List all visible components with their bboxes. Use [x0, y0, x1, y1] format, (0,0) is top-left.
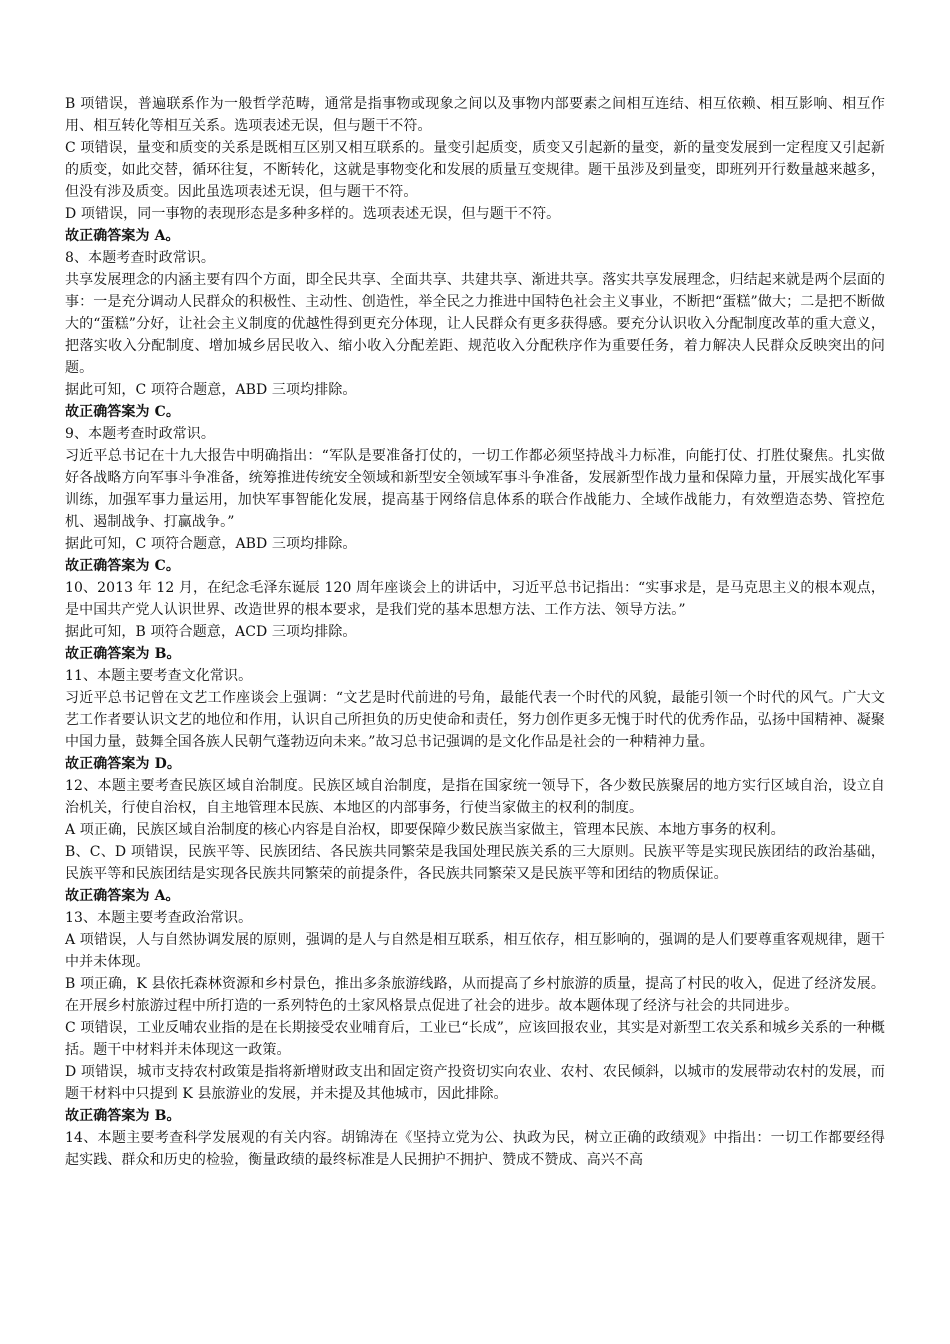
- answer-line: 故正确答案为 A。: [65, 228, 180, 244]
- explanation-paragraph: B、C、D 项错误，民族平等、民族团结、各民族共同繁荣是我国处理民族关系的三大原则。民族平等是实现民族团结的政治基础，民族平等和民族团结是实现各民族共同繁荣的前提条件，各民族共同繁荣又是民族平等和团结的物质保证。: [65, 844, 885, 882]
- explanation-paragraph: D 项错误，同一事物的表现形态是多种多样的。选项表述无误，但与题干不符。: [65, 206, 561, 222]
- explanation-paragraph: B 项错误，普遍联系作为一般哲学范畴，通常是指事物或现象之间以及事物内部要素之间相互连结、相互依赖、相互影响、相互作用、相互转化等相互关系。选项表述无误，但与题干不符。: [65, 96, 885, 134]
- explanation-paragraph: 据此可知，C 项符合题意，ABD 三项均排除。: [65, 382, 357, 398]
- answer-line: 故正确答案为 B。: [65, 1108, 181, 1124]
- question-heading: 10、2013 年 12 月，在纪念毛泽东诞辰 120 周年座谈会上的讲话中，习近平总书记指出：“实事求是，是马克思主义的根本观点，是中国共产党人认识世界、改造世界的根本要求，是我们党的基本思想方法、工作方法、领导方法。”: [65, 580, 885, 618]
- explanation-paragraph: 习近平总书记在十九大报告中明确指出：“军队是要准备打仗的，一切工作都必须坚持战斗力标准，向能打仗、打胜仗聚焦。扎实做好各战略方向军事斗争准备，统筹推进传统安全领域和新型安全领域军事斗争准备，发展新型作战力量和保障力量，开展实战化军事训练，加强军事力量运用，加快军事智能化发展，提高基于网络信息体系的联合作战能力、全域作战能力，有效塑造态势、管控危机、遏制战争、打赢战争。”: [65, 448, 885, 530]
- answer-line: 故正确答案为 C。: [65, 558, 180, 574]
- explanation-paragraph: 共享发展理念的内涵主要有四个方面，即全民共享、全面共享、共建共享、渐进共享。落实共享发展理念，归结起来就是两个层面的事：一是充分调动人民群众的积极性、主动性、创造性，举全民之力推进中国特色社会主义事业，不断把“蛋糕”做大；二是把不断做大的“蛋糕”分好，让社会主义制度的优越性得到更充分体现，让人民群众有更多获得感。要充分认识收入分配制度改革的重大意义，把落实收入分配制度、增加城乡居民收入、缩小收入分配差距、规范收入分配秩序作为重要任务，着力解决人民群众反映突出的问题。: [65, 272, 885, 376]
- explanation-paragraph: 习近平总书记曾在文艺工作座谈会上强调：“文艺是时代前进的号角，最能代表一个时代的风貌，最能引领一个时代的风气。广大文艺工作者要认识文艺的地位和作用，认识自己所担负的历史使命和责任，努力创作更多无愧于时代的优秀作品，弘扬中国精神、凝聚中国力量，鼓舞全国各族人民朝气蓬勃迈向未来。”故习总书记强调的是文化作品是社会的一种精神力量。: [65, 690, 885, 750]
- answer-line: 故正确答案为 C。: [65, 404, 180, 420]
- answer-line: 故正确答案为 B。: [65, 646, 181, 662]
- question-heading: 12、本题主要考查民族区域自治制度。民族区域自治制度，是指在国家统一领导下，各少数民族聚居的地方实行区域自治，设立自治机关，行使自治权，自主地管理本民族、本地区的内部事务，行使当家做主的权利的制度。: [65, 778, 885, 816]
- question-heading: 11、本题主要考查文化常识。: [65, 668, 253, 684]
- question-heading: 8、本题考查时政常识。: [65, 250, 216, 266]
- answer-line: 故正确答案为 D。: [65, 756, 181, 772]
- answer-line: 故正确答案为 A。: [65, 888, 180, 904]
- question-heading: 9、本题考查时政常识。: [65, 426, 216, 442]
- explanation-paragraph: C 项错误，量变和质变的关系是既相互区别又相互联系的。量变引起质变，质变又引起新的量变，新的量变发展到一定程度又引起新的质变，如此交替，循环往复，不断转化，这就是事物变化和发展的质量互变规律。题干虽涉及到量变，即班列开行数量越来越多，但没有涉及质变。因此虽选项表述无误，但与题干不符。: [65, 140, 885, 200]
- explanation-paragraph: A 项错误，人与自然协调发展的原则，强调的是人与自然是相互联系，相互依存，相互影响的，强调的是人们要尊重客观规律，题干中并未体现。: [65, 932, 885, 970]
- explanation-paragraph: 据此可知，C 项符合题意，ABD 三项均排除。: [65, 536, 357, 552]
- explanation-paragraph: C 项错误，工业反哺农业指的是在长期接受农业哺育后，工业已“长成”，应该回报农业，其实是对新型工农关系和城乡关系的一种概括。题干中材料并未体现这一政策。: [65, 1020, 885, 1058]
- explanation-paragraph: D 项错误，城市支持农村政策是指将新增财政支出和固定资产投资切实向农业、农村、农民倾斜，以城市的发展带动农村的发展，而题干材料中只提到 K 县旅游业的发展，并未提及其他城市，因此排除。: [65, 1064, 885, 1102]
- explanation-paragraph: 据此可知，B 项符合题意，ACD 三项均排除。: [65, 624, 357, 640]
- question-heading: 14、本题主要考查科学发展观的有关内容。胡锦涛在《坚持立党为公、执政为民，树立正确的政绩观》中指出：一切工作都要经得起实践、群众和历史的检验，衡量政绩的最终标准是人民拥护不拥护、赞成不赞成、高兴不高: [65, 1130, 885, 1168]
- document-page: [65, 93, 885, 1171]
- explanation-paragraph: A 项正确，民族区域自治制度的核心内容是自治权，即要保障少数民族当家做主，管理本民族、本地方事务的权利。: [65, 822, 785, 838]
- explanation-paragraph: B 项正确，K 县依托森林资源和乡村景色，推出多条旅游线路，从而提高了乡村旅游的质量，提高了村民的收入，促进了经济发展。在开展乡村旅游过程中所打造的一系列特色的土家风格景点促进了社会的进步。故本题体现了经济与社会的共同进步。: [65, 976, 885, 1014]
- question-heading: 13、本题主要考查政治常识。: [65, 910, 253, 926]
